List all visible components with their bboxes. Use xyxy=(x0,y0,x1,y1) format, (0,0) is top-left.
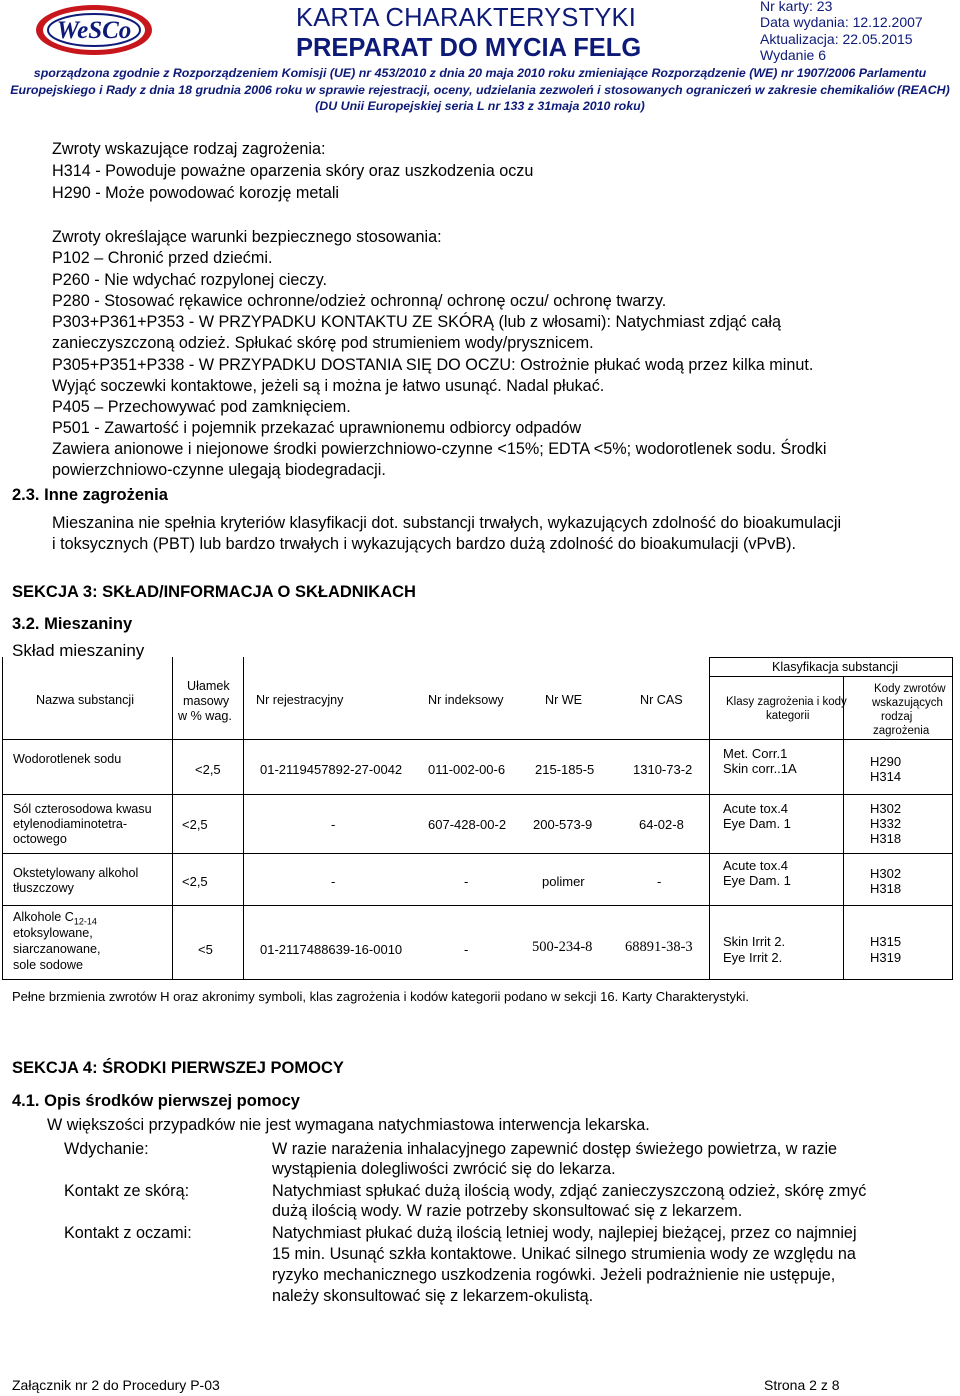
precaution-title: Zwroty określające warunki bezpiecznego stosowania: xyxy=(52,228,442,246)
document-title: KARTA CHARAKTERYSTYKI xyxy=(296,4,637,32)
row3-fraction: <2,5 xyxy=(182,874,208,889)
row2-we: 200-573-9 xyxy=(533,817,593,832)
hazard-h290: H290 - Może powodować korozję metali xyxy=(52,184,340,202)
header-cas: Nr CAS xyxy=(640,693,683,707)
precaution-p501: P501 - Zawartość i pojemnik przekazać uprawnionemu odbiorcy odpadów xyxy=(52,419,582,437)
eyes-label: Kontakt z oczami: xyxy=(64,1224,192,1242)
row3-name-2: tłuszczowy xyxy=(13,881,74,895)
precaution-p260: P260 - Nie wdychać rozpylonej cieczy. xyxy=(52,271,328,289)
row2-class-2: Eye Dam. 1 xyxy=(723,816,791,831)
header-fraction-2: masowy xyxy=(183,694,230,708)
row1-code-1: H290 xyxy=(870,754,902,769)
row1-we: 215-185-5 xyxy=(535,762,595,777)
row4-fraction: <5 xyxy=(198,942,213,957)
product-name: PREPARAT DO MYCIA FELG xyxy=(296,34,642,62)
eyes-text-b: 15 min. Usunąć szkła kontaktowe. Unikać silnego strumienia wody ze względu na xyxy=(272,1245,856,1263)
header-codes-2: wskazujących xyxy=(872,697,943,709)
row4-reg: 01-2117488639-16-0010 xyxy=(260,942,403,957)
row4-name-2: siarczanowane, xyxy=(13,942,101,956)
section-4-1-heading: 4.1. Opis środków pierwszej pomocy xyxy=(12,1092,300,1110)
row4-name-subscript: 12-14 xyxy=(73,916,97,927)
footer-attachment: Załącznik nr 2 do Procedury P-03 xyxy=(12,1377,220,1393)
row3-class-1: Acute tox.4 xyxy=(723,858,789,873)
row3-class-2: Eye Dam. 1 xyxy=(723,873,791,888)
header-codes-1: Kody zwrotów xyxy=(874,683,946,695)
header-classes-1: Klasy zagrożenia i kody xyxy=(726,696,847,708)
update-date: Aktualizacja: 22.05.2015 xyxy=(760,31,913,47)
inhalation-text-b: wystąpienia dolegliwości zwrócić się do lekarza. xyxy=(272,1160,616,1178)
header-codes-4: zagrożenia xyxy=(873,725,930,737)
row4-name-3: sole sodowe xyxy=(13,958,84,972)
row4-index: - xyxy=(464,942,469,957)
header-classification: Klasyfikacja substancji xyxy=(772,660,898,674)
row2-reg: - xyxy=(331,817,336,832)
row2-name-2: etylenodiaminotetra- xyxy=(13,817,128,831)
skin-label: Kontakt ze skórą: xyxy=(64,1182,190,1200)
skin-text-a: Natychmiast spłukać dużą ilością wody, zdjąć zanieczyszczoną odzież, skórę zmyć xyxy=(272,1182,867,1200)
header-name: Nazwa substancji xyxy=(36,693,134,707)
footer-page-number: Strona 2 z 8 xyxy=(764,1377,840,1393)
contains-line-a: Zawiera anionowe i niejonowe środki powierzchniowo-czynne <15%; EDTA <5%; wodorotlenek sodu. Środki xyxy=(52,440,827,458)
row2-code-3: H318 xyxy=(870,831,902,846)
row2-name-3: octowego xyxy=(13,832,67,846)
other-hazards-text-a: Mieszanina nie spełnia kryteriów klasyfikacji dot. substancji trwałych, wykazujących zdolność do bioakumulacji xyxy=(52,514,842,532)
row1-class-1: Met. Corr.1 xyxy=(723,746,788,761)
edition: Wydanie 6 xyxy=(760,47,827,63)
precaution-p305-b: Wyjąć soczewki kontaktowe, jeżeli są i można je łatwo usunąć. Nadal płukać. xyxy=(52,377,605,395)
header-index: Nr indeksowy xyxy=(428,693,504,707)
row2-code-2: H332 xyxy=(870,816,902,831)
precaution-p280: P280 - Stosować rękawice ochronne/odzież ochronną/ ochronę oczu/ ochronę twarzy. xyxy=(52,292,667,310)
header-reg: Nr rejestracyjny xyxy=(256,693,344,707)
row3-code-2: H318 xyxy=(870,881,902,896)
row4-we: 500-234-8 xyxy=(532,939,593,955)
issue-date: Data wydania: 12.12.2007 xyxy=(760,14,923,30)
eyes-text-d: należy skonsultować się z lekarzem-okulistą. xyxy=(272,1287,594,1305)
header-classes-2: kategorii xyxy=(766,710,810,722)
row4-name-1: etoksylowane, xyxy=(13,926,93,940)
header-codes-3: rodzaj xyxy=(881,711,913,723)
first-aid-intro: W większości przypadków nie jest wymagana natychmiastowa interwencja lekarska. xyxy=(47,1116,650,1134)
row4-code-2: H319 xyxy=(870,950,902,965)
row3-reg: - xyxy=(331,874,336,889)
section-3-heading: SEKCJA 3: SKŁAD/INFORMACJA O SKŁADNIKACH xyxy=(12,583,416,601)
composition-table xyxy=(2,657,955,979)
inhalation-text-a: W razie narażenia inhalacyjnego zapewnić dostęp świeżego powietrza, w razie xyxy=(272,1140,838,1158)
eyes-text-a: Natychmiast płukać dużą ilością letniej wody, najlepiej bieżącej, przez co najmniej xyxy=(272,1224,857,1242)
hazard-title: Zwroty wskazujące rodzaj zagrożenia: xyxy=(52,140,326,158)
row4-code-1: H315 xyxy=(870,934,902,949)
precaution-p303-b: zanieczyszczoną odzież. Spłukać skórę pod strumieniem wody/prysznicem. xyxy=(52,334,594,352)
card-number: Nr karty: 23 xyxy=(760,0,833,14)
header-fraction-1: Ułamek xyxy=(187,679,230,693)
row4-class-1: Skin Irrit 2. xyxy=(723,934,786,949)
skin-text-b: dużą ilością wody. W razie potrzeby skonsultować się z lekarzem. xyxy=(272,1202,743,1220)
row3-we: polimer xyxy=(542,874,585,889)
precaution-p102: P102 – Chronić przed dziećmi. xyxy=(52,249,273,267)
hazard-h314: H314 - Powoduje poważne oparzenia skóry oraz uszkodzenia oczu xyxy=(52,162,534,180)
row1-cas: 1310-73-2 xyxy=(633,762,693,777)
inhalation-label: Wdychanie: xyxy=(64,1140,149,1158)
row1-name: Wodorotlenek sodu xyxy=(13,752,122,766)
row3-cas: - xyxy=(657,874,662,889)
regulation-line-1: sporządzona zgodnie z Rozporządzeniem Komisji (UE) nr 453/2010 z dnia 20 maja 2010 roku zmieniające Rozporządzenie (WE) nr 1907/2006 Parlamentu xyxy=(33,66,927,80)
precaution-p303-a: P303+P361+P353 - W PRZYPADKU KONTAKTU ZE SKÓRĄ (lub z włosami): Natychmiast zdjąć całą xyxy=(52,313,781,331)
row2-name-1: Sól czterosodowa kwasu xyxy=(13,802,152,816)
row1-reg: 01-2119457892-27-0042 xyxy=(260,762,403,777)
row3-name-1: Okstetylowany alkohol xyxy=(13,866,139,880)
regulation-line-3: (DU Unii Europejskiej seria L nr 133 z 31maja 2010 roku) xyxy=(315,99,645,113)
row4-name-main: Alkohole $C_{12-14}$ xyxy=(13,910,97,927)
section-4-heading: SEKCJA 4: ŚRODKI PIERWSZEJ POMOCY xyxy=(12,1059,344,1077)
row2-fraction: <2,5 xyxy=(182,817,208,832)
row2-code-1: H302 xyxy=(870,801,902,816)
row2-class-1: Acute tox.4 xyxy=(723,801,789,816)
section-3-2-heading: 3.2. Mieszaniny xyxy=(12,615,133,633)
header-fraction-3: w % wag. xyxy=(178,709,232,723)
row1-class-2: Skin corr..1A xyxy=(723,761,797,776)
row4-class-2: Eye Irrit 2. xyxy=(723,950,783,965)
row4-cas: 68891-38-3 xyxy=(625,939,693,955)
row2-cas: 64-02-8 xyxy=(639,817,684,832)
regulation-line-2: Europejskiego i Rady z dnia 18 grudnia 2006 roku w sprawie rejestracji, oceny, udzielania zezwoleń i stosowanych ograniczeń w zakresie chemikaliów (REACH) xyxy=(10,83,950,97)
table-note: Pełne brzmienia zwrotów H oraz akronimy symboli, klas zagrożenia i kodów kategorii podano w sekcji 16. Karty Charakterystyki. xyxy=(12,989,749,1004)
other-hazards-heading: 2.3. Inne zagrożenia xyxy=(12,486,168,504)
row2-index: 607-428-00-2 xyxy=(428,817,507,832)
row3-code-1: H302 xyxy=(870,866,902,881)
table-title: Skład mieszaniny xyxy=(12,641,145,660)
contains-line-b: powierzchniowo-czynne ulegają biodegradacji. xyxy=(52,461,386,479)
other-hazards-text-b: i toksycznych (PBT) lub bardzo trwałych i wykazujących bardzo dużą zdolność do bioakumulacji (vPvB). xyxy=(52,535,797,553)
row1-code-2: H314 xyxy=(870,769,902,784)
row1-index: 011-002-00-6 xyxy=(428,762,506,777)
precaution-p305-a: P305+P351+P338 - W PRZYPADKU DOSTANIA SIĘ DO OCZU: Ostrożnie płukać wodą przez kilka minut. xyxy=(52,356,814,374)
row1-fraction: <2,5 xyxy=(195,762,221,777)
row3-index: - xyxy=(464,874,469,889)
company-logo xyxy=(34,3,154,57)
eyes-text-c: ryzyko mechanicznego uszkodzenia rogówki. Jeżeli podrażnienie nie ustępuje, xyxy=(272,1266,836,1284)
precaution-p405: P405 – Przechowywać pod zamknięciem. xyxy=(52,398,351,416)
svg-text:WeSCo: WeSCo xyxy=(56,17,132,44)
header-we: Nr WE xyxy=(545,693,583,707)
